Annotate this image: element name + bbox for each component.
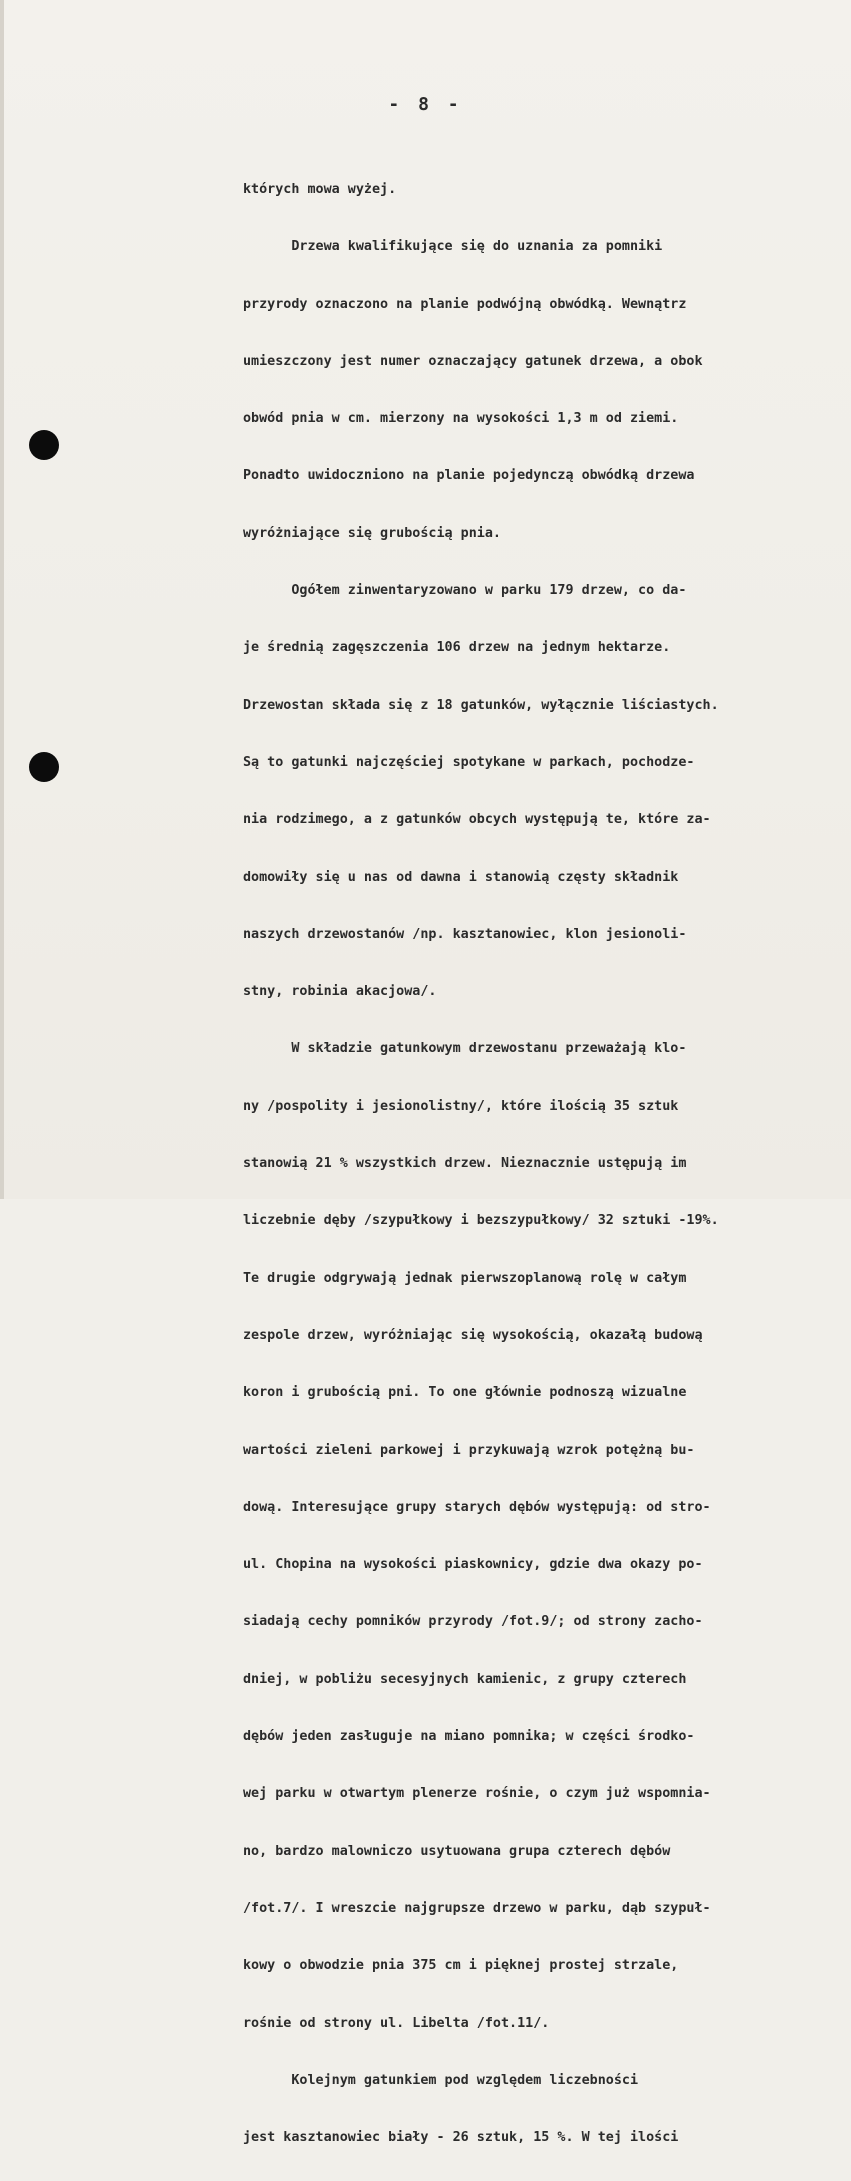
body-text: [243, 146, 843, 2181]
text-line: wartości zieleni parkowej i przykuwają wzrok potężną bu-: [243, 1442, 695, 1458]
text-line: /fot.7/. I wreszcie najgrupsze drzewo w parku, dąb szypuł-: [243, 1900, 711, 1916]
text-line: wyróżniające się grubością pnia.: [243, 525, 501, 541]
text-line: Kolejnym gatunkiem pod względem liczebności: [243, 2072, 639, 2088]
text-line: Drzewostan składa się z 18 gatunków, wyłącznie liściastych.: [243, 697, 719, 713]
text-line: dniej, w pobliżu secesyjnych kamienic, z grupy czterech: [243, 1671, 687, 1687]
text-line: umieszczony jest numer oznaczający gatunek drzewa, a obok: [243, 353, 703, 369]
text-line: przyrody oznaczono na planie podwójną obwódką. Wewnątrz: [243, 296, 687, 312]
punch-hole-icon: [29, 430, 59, 460]
text-line: zespole drzew, wyróżniając się wysokością, okazałą budową: [243, 1327, 703, 1343]
text-line: siadają cechy pomników przyrody /fot.9/; od strony zacho-: [243, 1614, 703, 1630]
text-line: naszych drzewostanów /np. kasztanowiec, klon jesionoli-: [243, 926, 687, 942]
page-number: - 8 -: [388, 94, 463, 115]
text-line: Ponadto uwidoczniono na planie pojedynczą obwódką drzewa: [243, 468, 695, 484]
text-line: rośnie od strony ul. Libelta /fot.11/.: [243, 2015, 550, 2031]
punch-hole-icon: [29, 752, 59, 782]
text-line: liczebnie dęby /szypułkowy i bezszypułkowy/ 32 sztuki -19%.: [243, 1213, 719, 1229]
text-line: jest kasztanowiec biały - 26 sztuk, 15 %. W tej ilości: [243, 2130, 679, 2146]
text-line: stanowią 21 % wszystkich drzew. Nieznacznie ustępują im: [243, 1156, 687, 1172]
text-line: kowy o obwodzie pnia 375 cm i pięknej prostej strzale,: [243, 1958, 679, 1974]
text-line: Drzewa kwalifikujące się do uznania za pomniki: [243, 239, 663, 255]
text-line: wej parku w otwartym plenerze rośnie, o czym już wspomnia-: [243, 1786, 711, 1802]
text-line: Są to gatunki najczęściej spotykane w parkach, pochodze-: [243, 754, 695, 770]
text-line: których mowa wyżej.: [243, 182, 397, 197]
text-line: dową. Interesujące grupy starych dębów występują: od stro-: [243, 1499, 711, 1515]
text-line: stny, robinia akacjowa/.: [243, 984, 437, 1000]
text-line: no, bardzo malowniczo usytuowana grupa czterech dębów: [243, 1843, 671, 1859]
text-line: Te drugie odgrywają jednak pierwszoplanową rolę w całym: [243, 1270, 687, 1286]
text-line: ny /pospolity i jesionolistny/, które ilością 35 sztuk: [243, 1098, 679, 1114]
text-line: koron i grubością pni. To one głównie podnoszą wizualne: [243, 1385, 687, 1401]
text-line: ul. Chopina na wysokości piaskownicy, gdzie dwa okazy po-: [243, 1557, 703, 1573]
text-line: je średnią zagęszczenia 106 drzew na jednym hektarze.: [243, 640, 671, 656]
text-line: domowiły się u nas od dawna i stanowią częsty składnik: [243, 869, 679, 885]
text-line: nia rodzimego, a z gatunków obcych występują te, które za-: [243, 812, 711, 828]
text-line: obwód pnia w cm. mierzony na wysokości 1,3 m od ziemi.: [243, 411, 679, 427]
text-line: dębów jeden zasługuje na miano pomnika; w części środko-: [243, 1729, 695, 1745]
paper-edge: [0, 0, 4, 1199]
text-line: Ogółem zinwentaryzowano w parku 179 drzew, co da-: [243, 583, 687, 599]
text-line: W składzie gatunkowym drzewostanu przeważają klo-: [243, 1041, 687, 1057]
